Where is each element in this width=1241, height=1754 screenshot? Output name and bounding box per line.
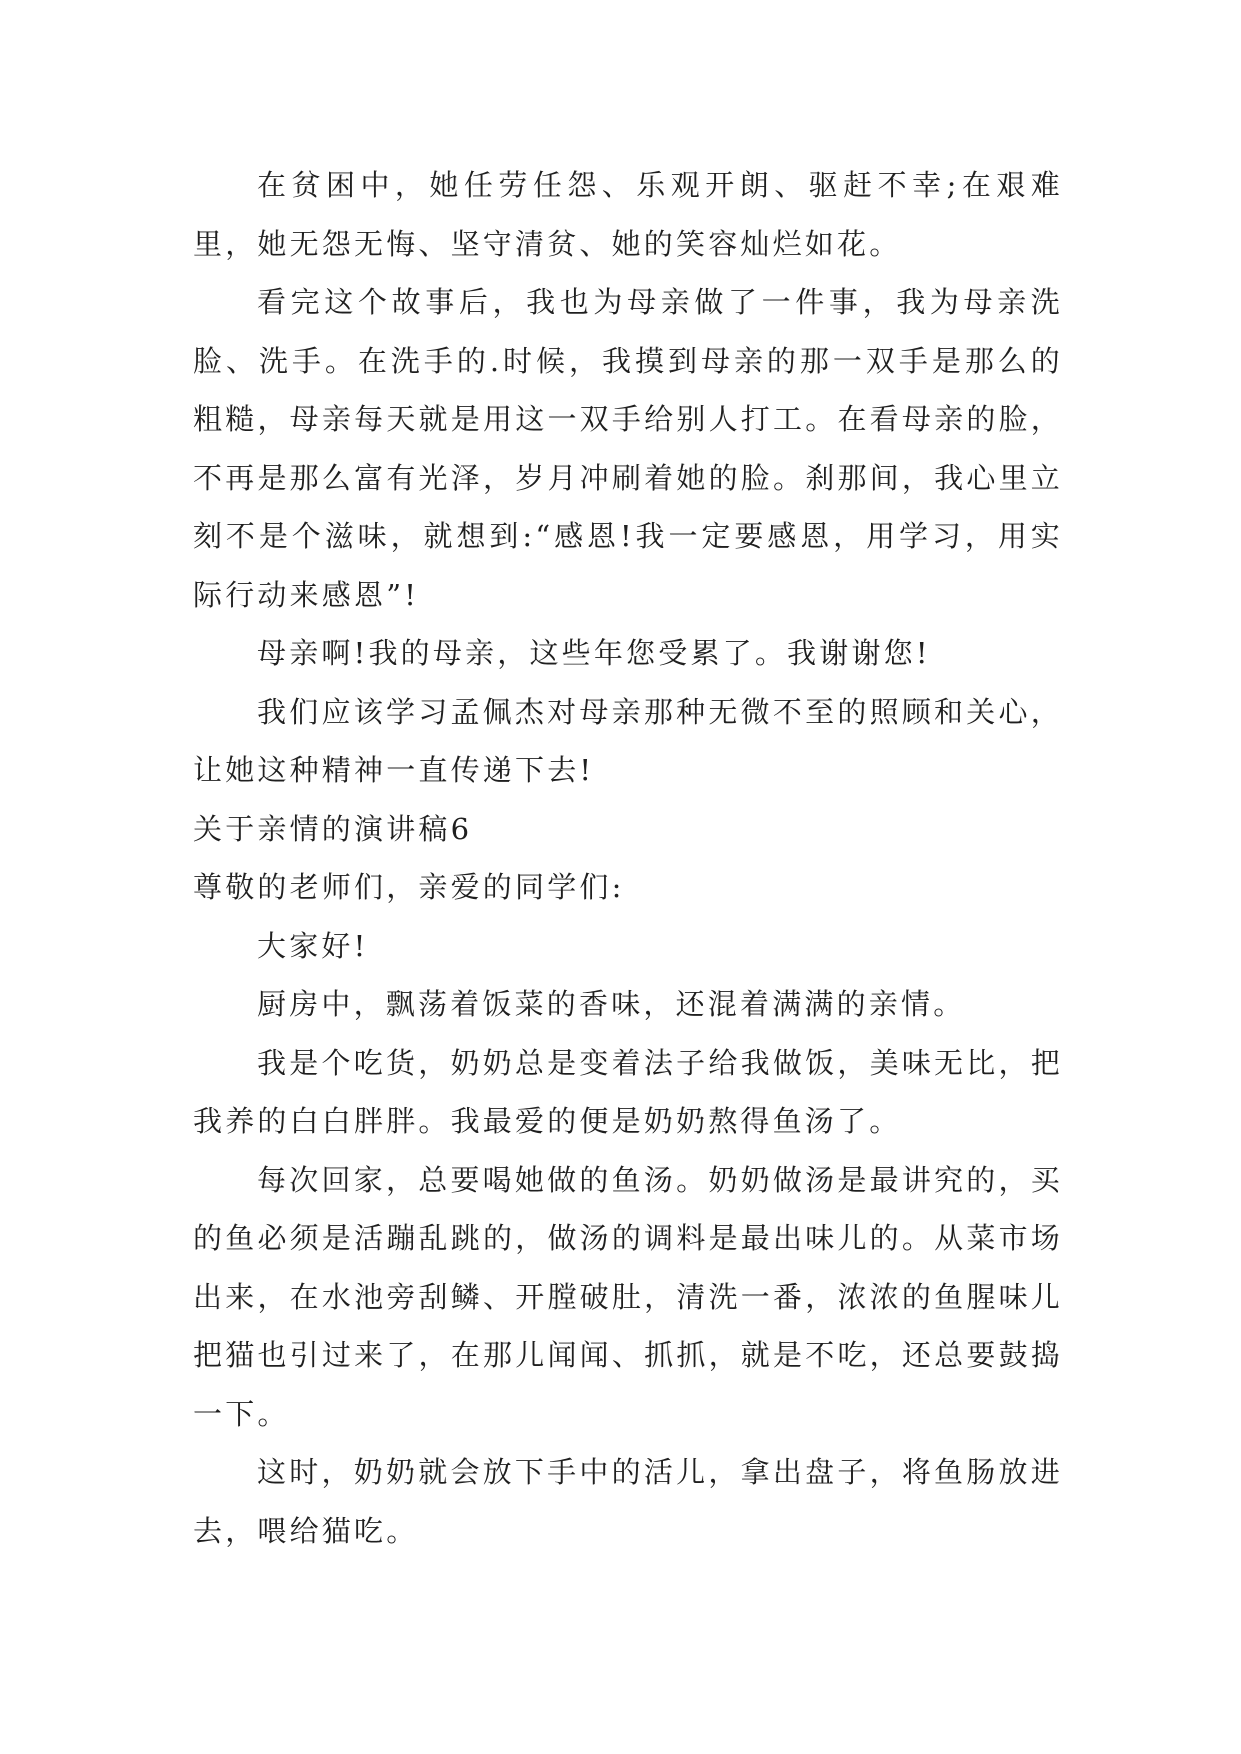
greeting: 大家好! [257, 928, 369, 963]
paragraph: 看完这个故事后，我也为母亲做了一件事，我为母亲洗脸、洗手。在洗手的.时候，我摸到母亲的那一双手是那么的粗糙，母亲每天就是用这一双手给别人打工。在看母亲的脸，不再是那么富有光泽，岁月冲刷着她的脸。刹那间，我心里立刻不是个滋味，就想到:“感恩!我一定要感恩，用学习，用实际行动来感恩”! [193, 285, 1063, 612]
section-heading: 关于亲情的演讲稿6 [193, 811, 473, 846]
salutation: 尊敬的老师们，亲爱的同学们: [193, 870, 625, 904]
paragraph: 每次回家，总要喝她做的鱼汤。奶奶做汤是最讲究的，买的鱼必须是活蹦乱跳的，做汤的调料是最出味儿的。从菜市场出来，在水池旁刮鳞、开膛破肚，清洗一番，浓浓的鱼腥味儿把猫也引过来了，在那儿闻闻、抓抓，就是不吃，还总要鼓捣一下。 [193, 1162, 1063, 1431]
paragraph: 在贫困中，她任劳任怨、乐观开朗、驱赶不幸;在艰难里，她无怨无悔、坚守清贫、她的笑容灿烂如花。 [193, 168, 1063, 261]
paragraph: 厨房中，飘荡着饭菜的香味，还混着满满的亲情。 [257, 987, 966, 1021]
paragraph: 这时，奶奶就会放下手中的活儿，拿出盘子，将鱼肠放进去，喂给猫吃。 [193, 1455, 1063, 1548]
paragraph: 我们应该学习孟佩杰对母亲那种无微不至的照顾和关心，让她这种精神一直传递下去! [193, 694, 1063, 787]
paragraph: 我是个吃货，奶奶总是变着法子给我做饭，美味无比，把我养的白白胖胖。我最爱的便是奶奶熬得鱼汤了。 [193, 1045, 1063, 1138]
paragraph: 母亲啊!我的母亲，这些年您受累了。我谢谢您! [257, 636, 931, 670]
document-body [193, 156, 1063, 1560]
